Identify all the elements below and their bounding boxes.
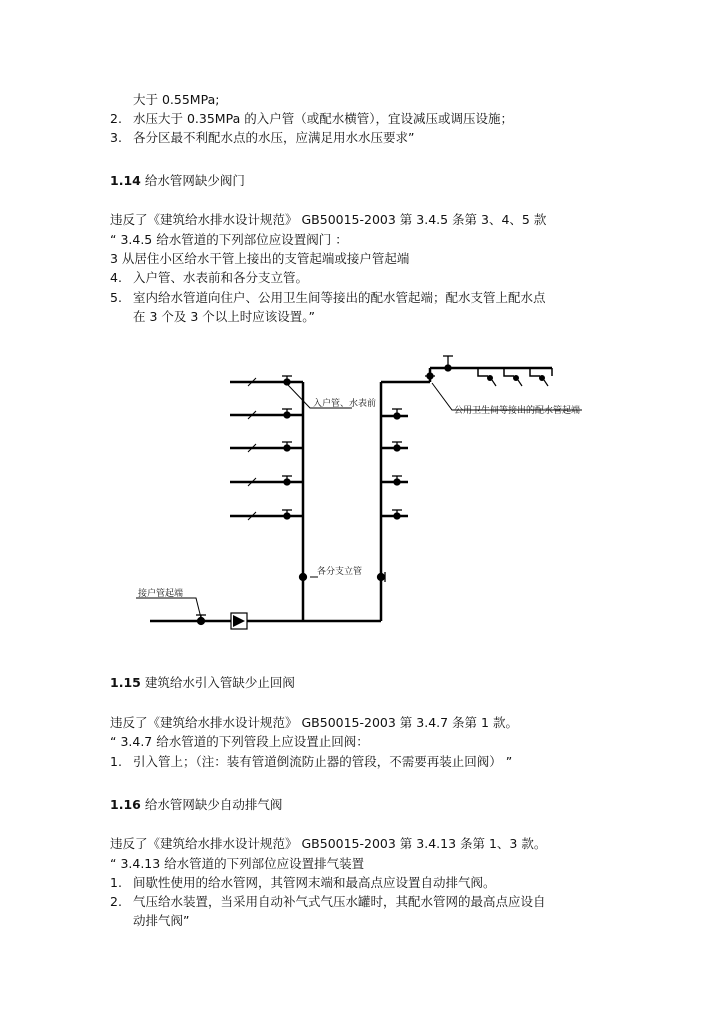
valve-icon [392,476,402,485]
list-item-continuation: 动排气阀” [133,913,190,928]
quote-text: “ 3.4.7 给水管道的下列管段上应设置止回阀： [110,734,369,749]
label-public-toilet: 公用卫生间等接出的配水管起端 [454,406,581,416]
list-number: 5. [110,290,122,305]
valve-icon [299,574,307,581]
violation-text: 违反了《建筑给水排水设计规范》 GB50015-2003 第 3.4.7 条第 1 款。 [110,715,518,730]
valve-icon [392,442,402,451]
section-title: 给水管网缺少阀门 [144,173,245,188]
list-number: 3. [110,130,122,145]
quote-text: “ 3.4.13 给水管道的下列部位应设置排气装置 [110,856,365,871]
quote-text: “ 3.4.5 给水管道的下列部位应设置阀门 ： [110,232,348,247]
section-heading [110,675,295,691]
label-service-pipe: 接户管起端 [138,589,184,599]
valve-icon [443,356,453,371]
list-item: 水压大于 0.35MPa 的入户管（或配水横管），宜设减压或调压设施； [133,111,513,126]
label-branch-riser: 各分支立管 [317,567,363,577]
valve-icon [392,409,402,419]
section-title: 建筑给水引入管缺少止回阀 [144,675,295,690]
list-number: 1. [110,754,122,769]
list-item: 入户管、水表前和各分支立管。 [133,270,309,285]
list-number: 2. [110,894,122,909]
list-item: 各分区最不利配水点的水压，应满足用水水压要求” [133,130,415,145]
check-valve-icon [231,613,247,629]
list-item: 间歇性使用的给水管网，其管网末端和最高点应设置自动排气阀。 [133,875,496,890]
violation-text: 违反了《建筑给水排水设计规范》 GB50015-2003 第 3.4.13 条第 1、3 款。 [110,836,547,851]
list-item: 3 从居住小区给水干管上接出的支管起端或接户管起端 [110,251,410,266]
valve-icon [282,442,292,451]
section-number: 1.16 [110,797,141,812]
faucet-spout-icon [518,380,522,386]
leader-line [136,598,201,618]
valve-icon [282,376,292,385]
list-item: 气压给水装置，当采用自动补气式气压水罐时，其配水管网的最高点应设自 [133,894,546,909]
faucet-spout-icon [492,380,496,386]
section-heading [110,797,282,813]
list-item-continuation: 在 3 个及 3 个以上时应该设置。” [133,309,316,324]
list-item: 引入管上；（注：装有管道倒流防止器的管段，不需要再装止回阀） ” [133,754,513,769]
faucet-spout-icon [544,380,548,386]
section-title: 给水管网缺少自动排气阀 [144,797,283,812]
valve-icon [282,409,292,418]
valve-icon [282,510,292,519]
label-inlet-meter: 入户管、水表前 [313,399,377,409]
list-number: 4. [110,270,122,285]
valve-icon [378,572,386,582]
valve-icon [392,510,402,519]
violation-text: 违反了《建筑给水排水设计规范》 GB50015-2003 第 3.4.5 条第 3、4、5 款 [110,212,547,227]
list-number: 2. [110,111,122,126]
section-number: 1.14 [110,173,141,188]
list-continuation: 大于 0.55MPa; [133,92,220,107]
list-item: 室内给水管道向住户、公用卫生间等接出的配水管起端；配水支管上配水点 [133,290,546,305]
valve-icon [425,373,435,379]
list-number: 1. [110,875,122,890]
valve-icon [282,476,292,485]
section-number: 1.15 [110,675,141,690]
